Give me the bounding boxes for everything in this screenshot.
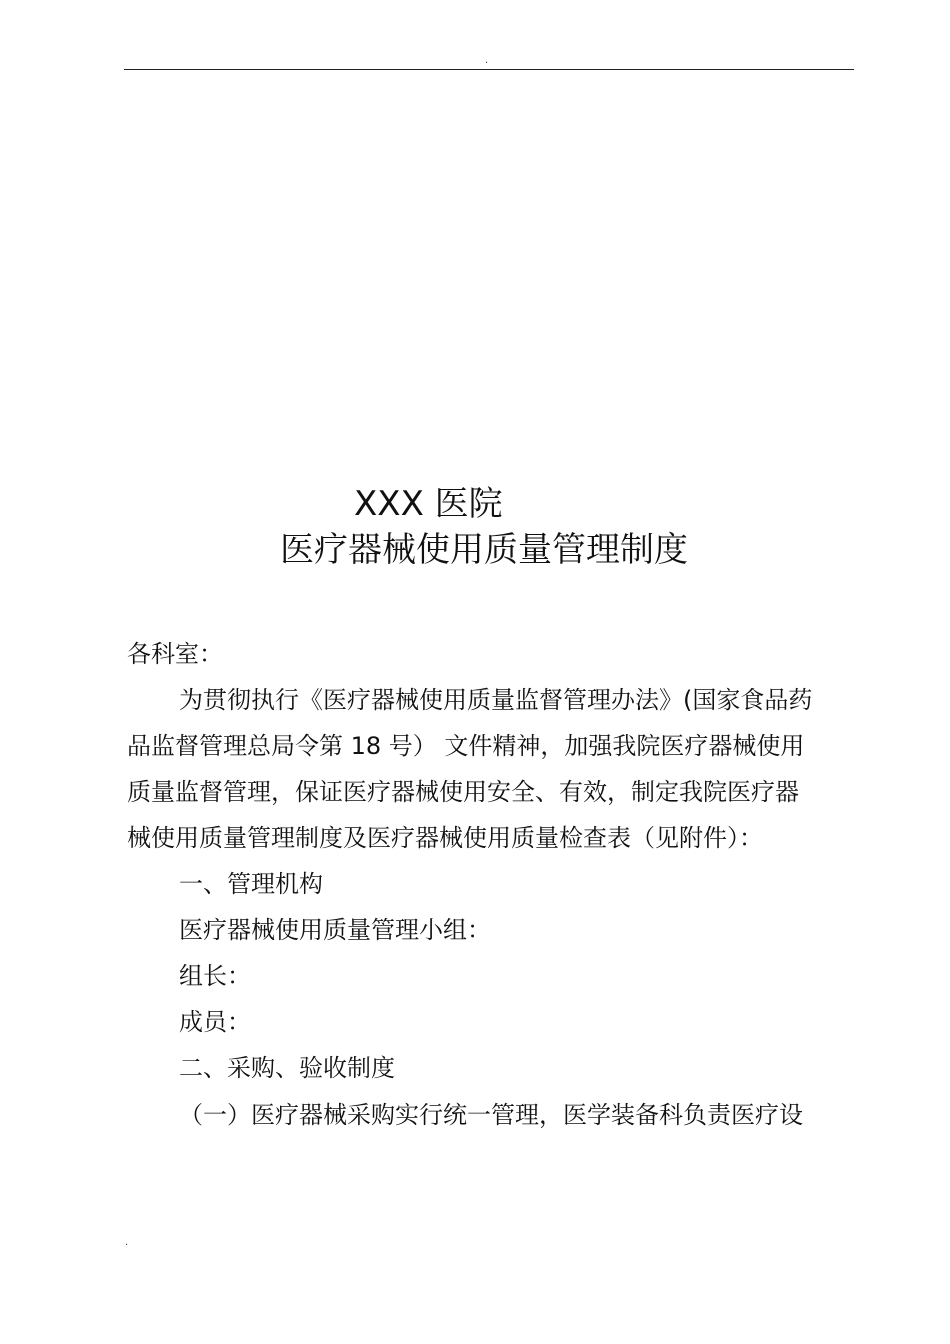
salutation: 各科室： (127, 640, 223, 668)
intro-line-4: 械使用质量管理制度及医疗器械使用质量检查表（见附件）： (127, 824, 763, 852)
section-heading-procurement: 二、采购、验收制度 (179, 1054, 395, 1082)
group-members-label: 成员： (179, 1008, 251, 1036)
group-leader-label: 组长： (179, 962, 251, 990)
procurement-item-1: （一）医疗器械采购实行统一管理，医学装备科负责医疗设 (179, 1101, 803, 1129)
document-title-regulation: 医疗器械使用质量管理制度 (280, 530, 688, 570)
management-group-label: 医疗器械使用质量管理小组： (179, 916, 491, 944)
header-mark: . (485, 55, 489, 66)
header-rule (124, 69, 854, 70)
intro-line-2: 品监督管理总局令第 18 号） 文件精神，加强我院医疗器械使用 (127, 732, 805, 760)
document-title-hospital: XXX 医院 (354, 484, 503, 524)
intro-line-3: 质量监督管理，保证医疗器械使用安全、有效，制定我院医疗器 (127, 778, 799, 806)
footer-mark: . (125, 1237, 129, 1248)
intro-line-1: 为贯彻执行《医疗器械使用质量监督管理办法》(国家食品药 (179, 686, 813, 714)
section-heading-management: 一、管理机构 (179, 870, 323, 898)
